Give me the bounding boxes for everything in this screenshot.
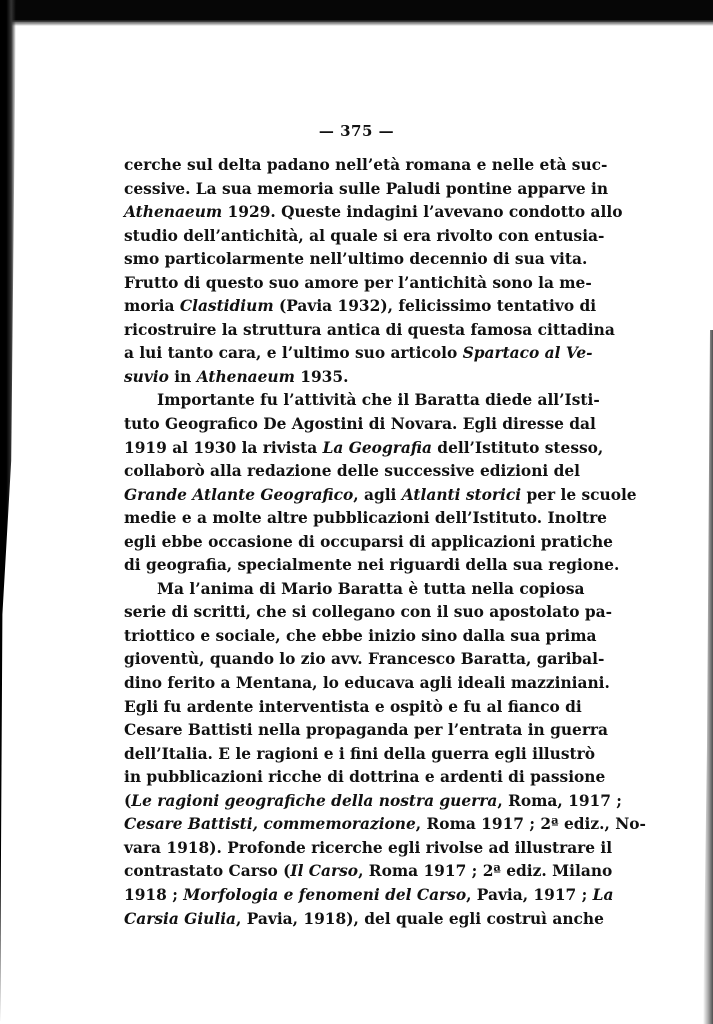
italic-title: Il Carso: [290, 862, 359, 881]
text-line: [124, 389, 600, 413]
text-segment: tuto Geografico De Agostini di Novara. Egli diresse dal: [124, 415, 596, 434]
text-line: [124, 342, 593, 366]
text-segment: 1929. Queste indagini l’avevano condotto allo: [222, 203, 623, 222]
text-line: [124, 648, 605, 672]
text-segment: , Roma 1917 ; 2ª ediz. Milano: [358, 862, 613, 881]
italic-title: Athenaeum: [124, 203, 223, 222]
text-line: [124, 178, 609, 202]
text-line: [124, 625, 597, 649]
text-line: [124, 719, 609, 743]
text-line: [124, 319, 615, 343]
italic-title: Clastidium: [179, 297, 274, 316]
italic-title: Grande Atlante Geografico: [124, 485, 354, 504]
text-segment: vara 1918). Profonde ricerche egli rivolse ad illustrare il: [124, 838, 613, 857]
italic-title: Morfologia e fenomeni del Carso: [183, 885, 467, 904]
scan-right-border: [703, 330, 713, 1024]
text-segment: 1919 al 1930 la rivista: [124, 438, 323, 457]
text-segment: 1918 ;: [124, 885, 184, 904]
text-line: [124, 507, 607, 531]
text-line: [124, 460, 580, 484]
text-line: [124, 154, 608, 178]
text-line: [124, 672, 610, 696]
body-text: [124, 154, 646, 931]
text-segment: cessive. La sua memoria sulle Paludi pontine apparve in: [124, 179, 609, 198]
text-line: [124, 884, 614, 908]
text-segment: egli ebbe occasione di occuparsi di applicazioni pratiche: [124, 532, 613, 551]
text-segment: Egli fu ardente interventista e ospitò e fu al fianco di: [124, 697, 582, 716]
text-segment: triottico e sociale, che ebbe inizio sino dalla sua prima: [124, 626, 597, 645]
text-segment: contrastato Carso (: [124, 862, 291, 881]
text-segment: (Pavia 1932), felicissimo tentativo di: [273, 297, 597, 316]
text-segment: ricostruire la struttura antica di questa famosa cittadina: [124, 320, 615, 339]
text-segment: cerche sul delta padano nell’età romana e nelle età suc-: [124, 156, 608, 174]
text-line: [124, 601, 612, 625]
text-segment: , Roma 1917 ; 2ª ediz., No-: [415, 815, 646, 834]
text-line: [124, 578, 585, 602]
text-segment: serie di scritti, che si collegano con il suo apostolato pa-: [124, 603, 612, 622]
text-line: [124, 813, 646, 837]
italic-title: Atlanti storici: [401, 485, 522, 504]
italic-title: Carsia Giulia: [124, 909, 237, 928]
italic-title: Athenaeum: [196, 367, 295, 386]
italic-title: Cesare Battisti, commemorazione: [124, 815, 416, 834]
text-segment: moria: [124, 297, 180, 316]
text-segment: smo particolarmente nell’ultimo decennio di sua vita.: [124, 250, 588, 269]
scan-top-border: [0, 0, 713, 22]
italic-title: La Geografia: [322, 438, 432, 457]
text-line: [124, 837, 613, 861]
text-line: [124, 790, 622, 814]
scan-top-shadow: [0, 20, 713, 26]
text-line: [124, 437, 604, 461]
text-line: [124, 225, 605, 249]
text-segment: 1935.: [294, 367, 349, 386]
text-segment: Importante fu l’attività che il Baratta diede all’Isti-: [157, 391, 600, 410]
text-segment: dino ferito a Mentana, lo educava agli ideali mazziniani.: [124, 674, 610, 693]
italic-title: La: [592, 885, 614, 904]
text-segment: Frutto di questo suo amore per l’antichità sono la me-: [124, 273, 592, 292]
text-segment: Ma l’anima di Mario Baratta è tutta nella copiosa: [157, 579, 585, 598]
text-line: [124, 743, 595, 767]
text-line: [124, 766, 606, 790]
text-line: [124, 366, 554, 390]
text-line: [124, 484, 637, 508]
text-segment: di geografia, specialmente nei riguardi della sua regione.: [124, 556, 620, 575]
text-segment: in: [168, 367, 197, 386]
text-segment: medie e a molte altre pubblicazioni dell’Istituto. Inoltre: [124, 509, 607, 528]
text-segment: Cesare Battisti nella propaganda per l’entrata in guerra: [124, 721, 609, 740]
italic-title: Le ragioni geografiche della nostra guerra: [131, 791, 498, 810]
text-segment: studio dell’antichità, al quale si era rivolto con entusia-: [124, 226, 605, 245]
text-line: [124, 908, 604, 932]
page-number: — 375 —: [318, 122, 395, 140]
text-segment: , Pavia, 1918), del quale egli costruì anche: [236, 909, 604, 928]
text-line: [124, 295, 597, 319]
text-segment: , agli: [353, 485, 402, 504]
text-segment: , Pavia, 1917 ;: [466, 885, 593, 904]
text-line: [124, 531, 613, 555]
text-segment: collaborò alla redazione delle successive edizioni del: [124, 462, 580, 481]
text-line: [124, 696, 582, 720]
text-segment: dell’Italia. E le ragioni e i fini della guerra egli illustrò: [124, 744, 595, 763]
text-line: [124, 413, 596, 437]
text-segment: in pubblicazioni ricche di dottrina e ardenti di passione: [124, 768, 606, 787]
text-segment: , Roma, 1917 ;: [497, 791, 622, 810]
text-segment: gioventù, quando lo zio avv. Francesco Baratta, garibal-: [124, 650, 605, 669]
text-segment: a lui tanto cara, e l’ultimo suo articolo: [124, 344, 463, 363]
italic-title: suvio: [124, 367, 169, 386]
text-line: [124, 272, 592, 296]
text-line: [124, 860, 613, 884]
italic-title: Spartaco al Ve-: [462, 344, 593, 363]
text-line: [124, 248, 588, 272]
text-segment: per le scuole: [521, 485, 637, 504]
scan-left-border: [0, 0, 16, 1024]
text-line: [124, 554, 620, 578]
text-line: [124, 201, 623, 225]
text-segment: dell’Istituto stesso,: [431, 438, 604, 457]
text-segment: (: [124, 791, 132, 810]
